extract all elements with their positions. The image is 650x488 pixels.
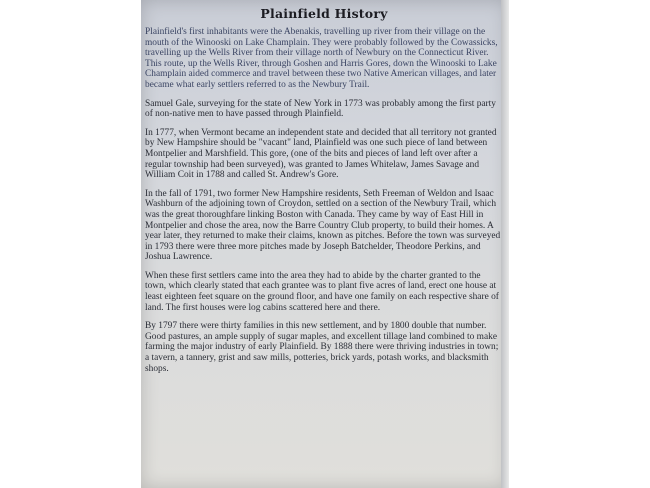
placard-edge [501,0,509,488]
placard-title: Plainfield History [260,6,388,21]
paragraph-samuel-gale: Samuel Gale, surveying for the state of New York in 1773 was probably among the first party of non-native men to have passed through Plainfield. [145,98,496,120]
history-placard [141,0,507,488]
paragraph-1777: In 1777, when Vermont became an independent state and decided that all territory not granted by New Hampshire should be "vacant" land, Plainfield was one such piece of land between Montpelier and Marshfield. This gore, (one of the bits and pieces of land left over after a regular township had been surveyed), was granted to James Whitelaw, James Savage and William Coit in 1788 and called St. Andrew's Gore. [145,127,497,181]
paragraph-first-settlers: When these first settlers came into the area they had to abide by the charter granted to the town, which clearly stated that each grantee was to plant five acres of land, erect one house at least eighteen feet square on the ground floor, and have one family on each respective share of land. The first houses were log cabins scattered here and there. [145,270,499,313]
paragraph-1797: By 1797 there were thirty families in this new settlement, and by 1800 double that number. Good pastures, an ample supply of sugar maples, and excellent tillage land combined to make farming the major industry of early Plainfield. By 1888 there were thriving industries in town; a tavern, a tannery, grist and saw mills, potteries, brick yards, potash works, and blacksmith shops. [145,321,499,374]
placard-body [145,27,501,382]
paragraph-inhabitants: Plainfield's first inhabitants were the Abenakis, travelling up river from their village on the mouth of the Winooski on Lake Champlain. They were probably followed by the Cowassicks, travelling up the Wells River from their village north of Newbury on the Connecticut River. This route, up the Wells River, through Goshen and Harris Gores, down the Winooski to Lake Champlain aided commerce and travel between these two Native American villages, and later became what early settlers referred to as the Newbury Trail. [145,27,498,90]
paragraph-1791: In the fall of 1791, two former New Hampshire residents, Seth Freeman of Weldon and Isaac Washburn of the adjoining town of Croydon, settled on a section of the Newbury Trail, which was the great thoroughfare linking Boston with Canada. They came by way of East Hill in Montpelier and chose the area, now the Barre Country Club property, to build their homes. A year later, they returned to make their claims, known as pitches. Before the town was surveyed in 1793 there were three more pitches made by Joseph Batchelder, Theodore Perkins, and Joshua Lawrence. [145,188,501,263]
